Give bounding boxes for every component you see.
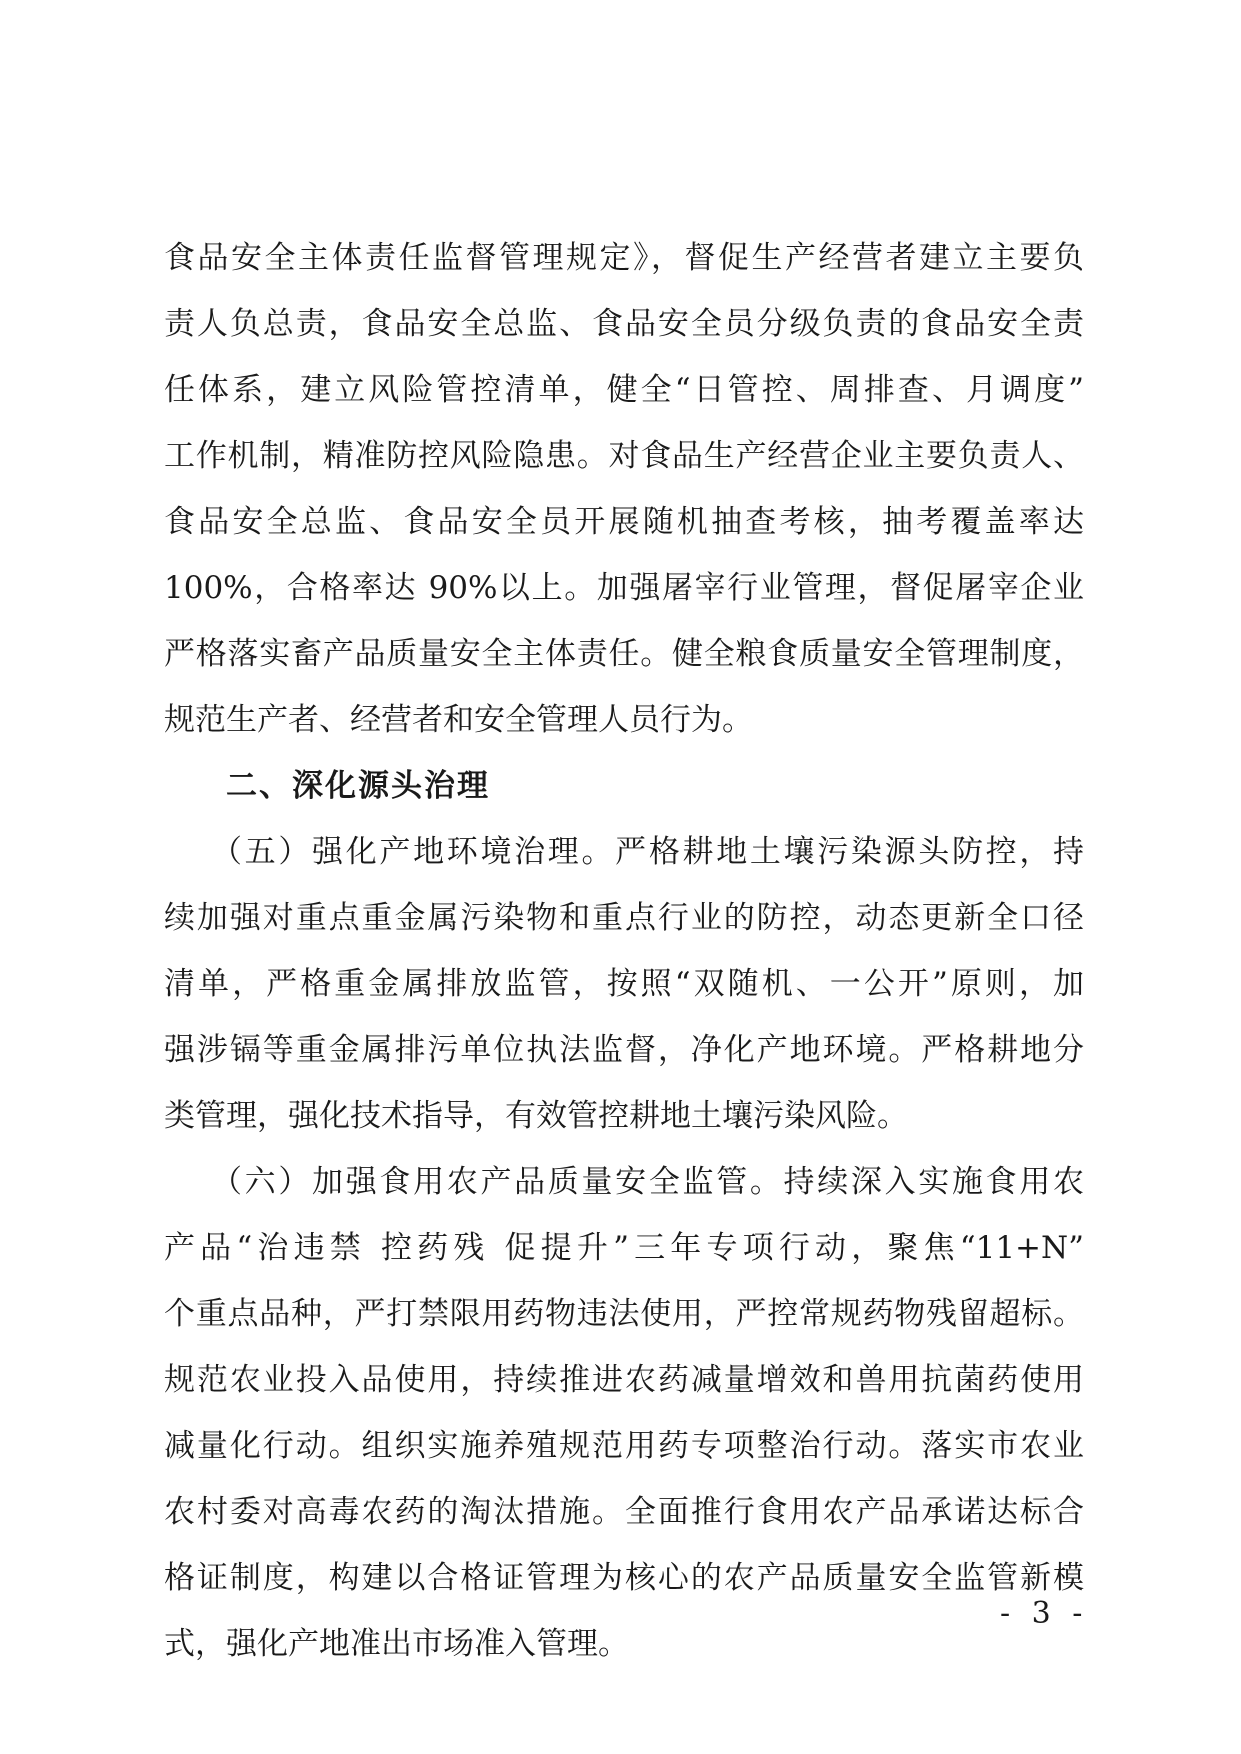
paragraph-line: 任体系，建立风险管控清单，健全“日管控、周排查、月调度” (164, 372, 1084, 408)
paragraph-line: 责人负总责，食品安全总监、食品安全员分级负责的食品安全责 (164, 306, 1084, 342)
paragraph-line: 续加强对重点重金属污染物和重点行业的防控，动态更新全口径 (164, 900, 1084, 936)
paragraph-line: 产品“治违禁 控药残 促提升”三年专项行动，聚焦“11+N” (164, 1230, 1084, 1266)
paragraph-line: 清单，严格重金属排放监管，按照“双随机、一公开”原则，加 (164, 966, 1084, 1002)
paragraph-line: 严格落实畜产品质量安全主体责任。健全粮食质量安全管理制度， (164, 636, 1084, 672)
paragraph-line: 减量化行动。组织实施养殖规范用药专项整治行动。落实市农业 (164, 1428, 1084, 1464)
paragraph-line: 食品安全总监、食品安全员开展随机抽查考核，抽考覆盖率达 (164, 504, 1084, 540)
paragraph-line: 食品安全主体责任监督管理规定》，督促生产经营者建立主要负 (164, 240, 1084, 276)
paragraph-line: （五）强化产地环境治理。严格耕地土壤污染源头防控，持 (211, 834, 1084, 870)
paragraph-line: 式，强化产地准出市场准入管理。 (164, 1626, 629, 1662)
paragraph-line: 强涉镉等重金属排污单位执法监督，净化产地环境。严格耕地分 (164, 1032, 1084, 1068)
paragraph-line: （六）加强食用农产品质量安全监管。持续深入实施食用农 (211, 1164, 1084, 1200)
document-body (164, 225, 1084, 1677)
paragraph-line: 农村委对高毒农药的淘汰措施。全面推行食用农产品承诺达标合 (164, 1494, 1084, 1530)
page-number: - 3 - (1000, 1596, 1089, 1631)
paragraph-line: 规范生产者、经营者和安全管理人员行为。 (164, 702, 753, 738)
paragraph-line: 规范农业投入品使用，持续推进农药减量增效和兽用抗菌药使用 (164, 1362, 1084, 1398)
paragraph-line: 100%，合格率达 90%以上。加强屠宰行业管理，督促屠宰企业 (164, 570, 1084, 606)
paragraph-line: 类管理，强化技术指导，有效管控耕地土壤污染风险。 (164, 1098, 908, 1134)
section-heading: 二、深化源头治理 (226, 768, 490, 804)
paragraph-line: 个重点品种，严打禁限用药物违法使用，严控常规药物残留超标。 (164, 1296, 1084, 1332)
paragraph-line: 格证制度，构建以合格证管理为核心的农产品质量安全监管新模 (164, 1560, 1084, 1596)
paragraph-line: 工作机制，精准防控风险隐患。对食品生产经营企业主要负责人、 (164, 438, 1084, 474)
